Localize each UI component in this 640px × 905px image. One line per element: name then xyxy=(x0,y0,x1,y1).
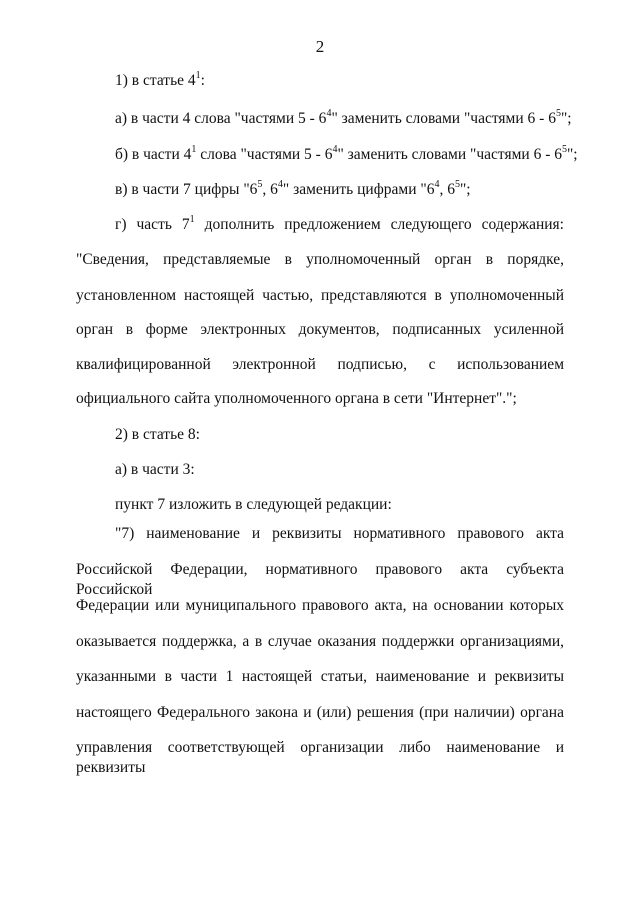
superscript: 5 xyxy=(555,107,561,119)
superscript: 4 xyxy=(332,143,338,155)
text-segment: в) в части 7 цифры "6 xyxy=(115,181,258,198)
item-2-heading: 2) в статье 8: xyxy=(115,426,200,443)
superscript: 1 xyxy=(191,143,197,155)
text-segment: , 6 xyxy=(262,181,278,198)
text-segment: слова "частями 5 - 6 xyxy=(196,146,333,163)
superscript: 5 xyxy=(454,178,460,190)
item-7-line-6: настоящего Федерального закона и (или) решения (при наличии) органа xyxy=(76,704,564,721)
text-segment: 1) в статье 4 xyxy=(115,72,196,89)
text-segment: г) часть 7 xyxy=(115,216,190,233)
superscript: 4 xyxy=(277,178,283,190)
text-segment: " заменить цифрами "6 xyxy=(282,181,435,198)
superscript: 5 xyxy=(561,143,567,155)
superscript: 4 xyxy=(434,178,440,190)
text-segment: "; xyxy=(566,146,578,163)
item-1-heading xyxy=(115,71,205,91)
item-1d-line-6: официального сайта уполномоченного органа в сети "Интернет"."; xyxy=(76,390,517,407)
item-1d-line-5: квалифицированной электронной подписью, с использованием xyxy=(76,356,564,373)
item-1d-line-4: орган в форме электронных документов, подписанных усиленной xyxy=(76,321,564,338)
text-segment: " заменить словами "частями 6 - 6 xyxy=(337,146,562,163)
item-1a xyxy=(115,109,572,129)
item-1d-line-1 xyxy=(115,215,564,235)
text-segment: дополнить предложением следующего содержания: xyxy=(194,216,564,233)
text-segment: " заменить словами "частями 6 - 6 xyxy=(331,110,556,127)
item-7-line-4: оказывается поддержка, а в случае оказания поддержки организациями, xyxy=(76,633,564,650)
item-2a: а) в части 3: xyxy=(115,461,195,478)
text-segment: "; xyxy=(560,110,572,127)
superscript: 1 xyxy=(189,213,195,225)
item-1d-line-2: "Сведения, представляемые в уполномоченный орган в порядке, xyxy=(76,251,564,268)
text-segment: б) в части 4 xyxy=(115,146,192,163)
item-7-line-5: указанными в части 1 настоящей статьи, наименование и реквизиты xyxy=(76,668,564,685)
item-7-line-7: управления соответствующей организации либо наименование и реквизиты xyxy=(76,739,564,776)
page-number: 2 xyxy=(315,37,325,56)
item-1d-line-3: установленном настоящей частью, представляются в уполномоченный xyxy=(76,287,564,304)
text-segment: : xyxy=(200,72,205,89)
item-7-line-2: Российской Федерации, нормативного правового акта субъекта Российской xyxy=(76,561,564,598)
item-2a-paragraph: пункт 7 изложить в следующей редакции: xyxy=(115,496,392,513)
item-7-line-3: Федерации или муниципального правового акта, на основании которых xyxy=(76,597,564,614)
superscript: 4 xyxy=(326,107,332,119)
superscript: 1 xyxy=(195,69,201,81)
text-segment: а) в части 4 слова "частями 5 - 6 xyxy=(115,110,327,127)
item-7-line-1: "7) наименование и реквизиты нормативного правового акта xyxy=(115,525,564,542)
item-1c xyxy=(115,180,471,200)
superscript: 5 xyxy=(257,178,263,190)
text-segment: , 6 xyxy=(439,181,455,198)
item-1b xyxy=(115,145,578,165)
text-segment: "; xyxy=(459,181,471,198)
